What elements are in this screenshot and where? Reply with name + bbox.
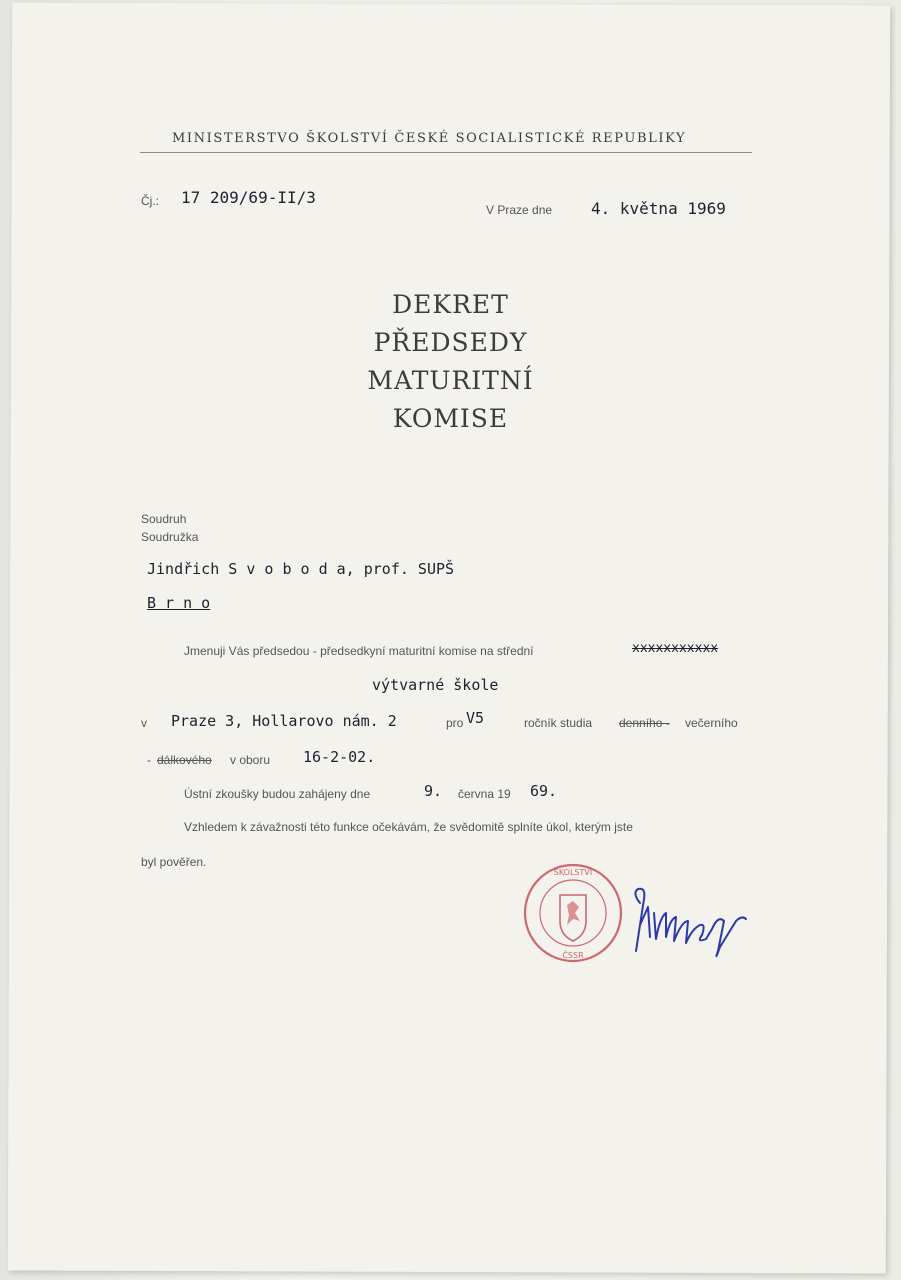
stamp-bottom-text: ČSSR (562, 951, 584, 960)
reference-label: Čj.: (141, 194, 159, 208)
study-day-struck: denního - (619, 716, 670, 730)
title-line-4: KOMISE (392, 404, 509, 433)
closing-line-1: Vzhledem k závažnosti této funkce očekávám, že svědomitě splníte úkol, kterým jste (184, 820, 633, 834)
school-address: Praze 3, Hollarovo nám. 2 (171, 712, 397, 730)
salutation-female: Soudružka (141, 530, 199, 544)
stamp-arc-text: ŠKOLSTVÍ (553, 868, 593, 877)
addressee-city: B r n o (147, 594, 211, 612)
header-rule (140, 152, 752, 153)
handwritten-signature (635, 889, 746, 956)
title-line-2: PŘEDSEDY (373, 328, 528, 357)
closing-line-2: byl pověřen. (141, 855, 207, 869)
dash: - (147, 753, 151, 767)
place-label: V Praze dne (486, 203, 553, 217)
addressee-name: Jindřich S v o b o d a, prof. SUPŠ (147, 560, 455, 578)
exam-day: 9. (424, 782, 443, 800)
reference-number: 17 209/69-II/3 (181, 188, 316, 207)
obor-value: 16-2-02. (303, 748, 376, 766)
school-type: výtvarné škole (372, 676, 499, 694)
obor-label: v oboru (230, 753, 271, 767)
ministry-header: MINISTERSTVO ŠKOLSTVÍ ČESKÉ SOCIALISTICKÉ REPUBLIKY (172, 131, 687, 146)
study-evening: večerního (685, 716, 738, 730)
title-line-3: MATURITNÍ (367, 366, 534, 395)
crossed-out-text: xxxxxxxxxxx (632, 641, 719, 656)
class-value: V5 (466, 709, 485, 727)
study-distance-struck: dálkového (157, 753, 212, 767)
exam-year-suffix: 69. (530, 782, 558, 800)
official-stamp (525, 865, 621, 961)
salutation-male: Soudruh (141, 512, 187, 526)
exam-text: Ústní zkoušky budou zahájeny dne (184, 787, 371, 801)
pro-label: pro (446, 716, 464, 730)
appointment-text: Jmenuji Vás předsedou - předsedkyní maturitní komise na střední (184, 644, 534, 658)
rocnik-label: ročník studia (524, 716, 593, 730)
document-date: 4. května 1969 (591, 199, 726, 218)
exam-month: června 19 (458, 787, 511, 801)
title-line-1: DEKRET (392, 290, 509, 319)
stamp-and-signature (520, 855, 760, 975)
v-label: v (141, 716, 147, 730)
